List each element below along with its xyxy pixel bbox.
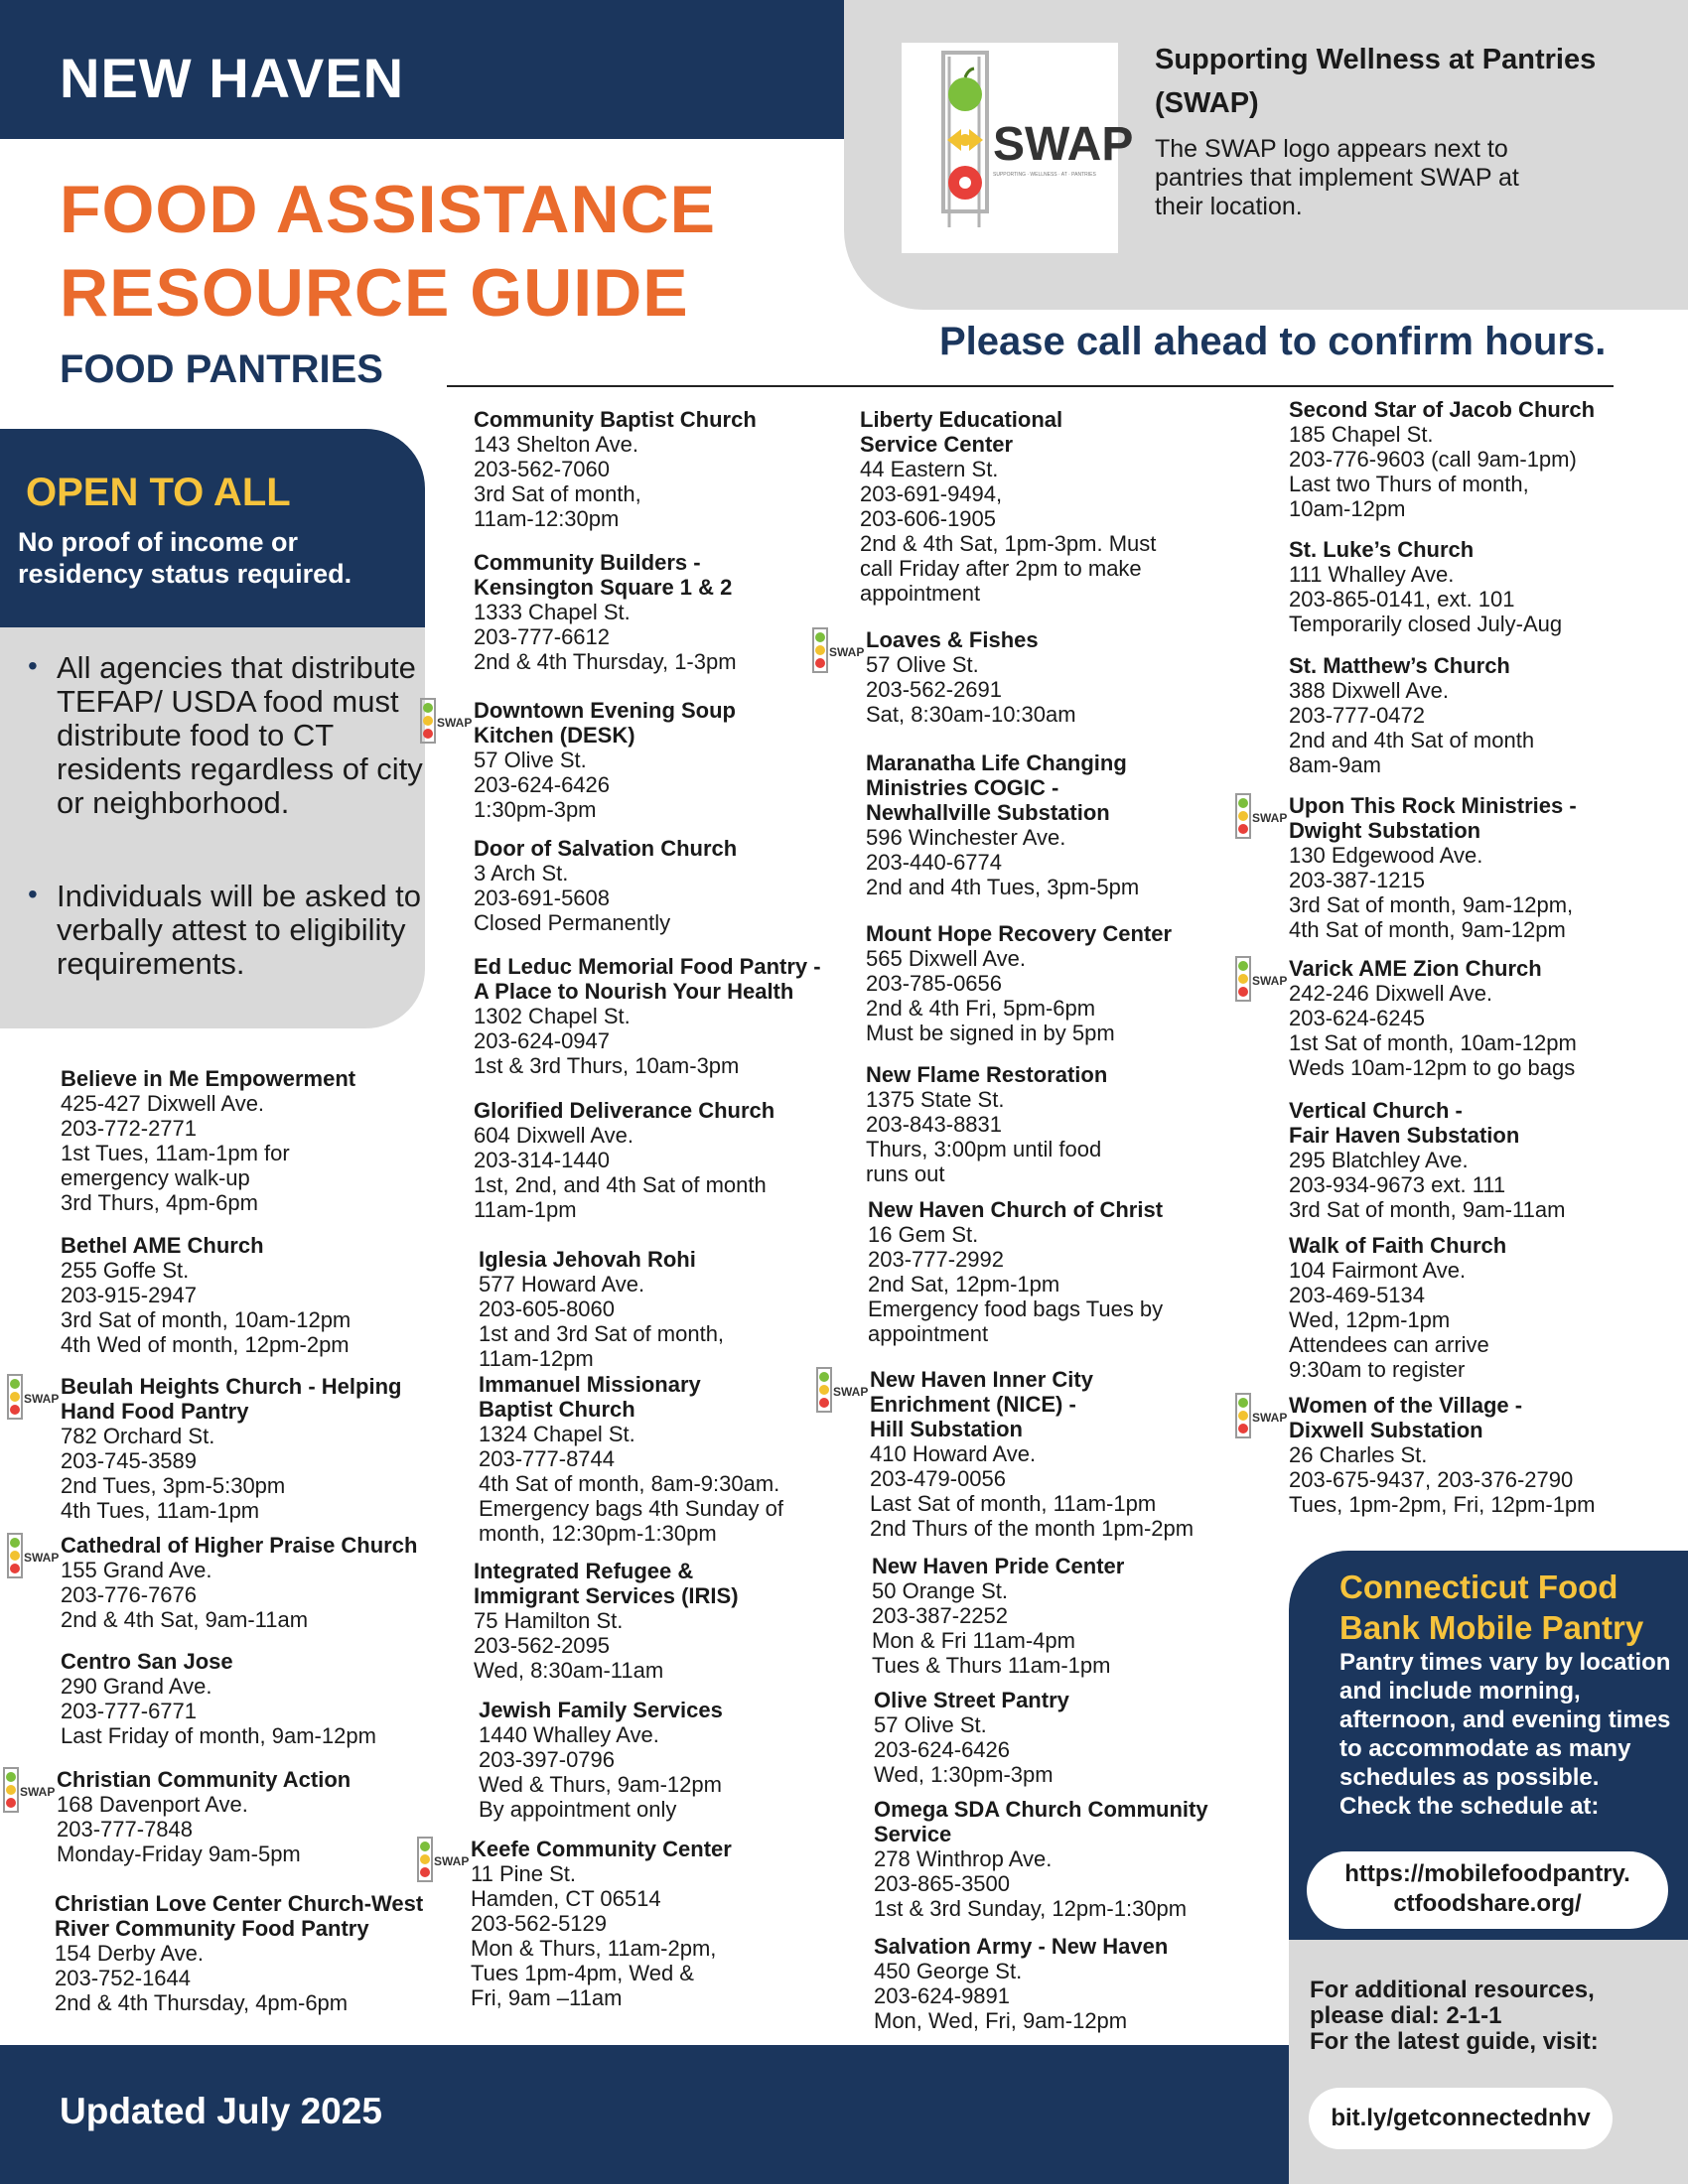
pantry-entry [61, 1066, 355, 1215]
pantry-detail: 26 Charles St. [1289, 1442, 1428, 1467]
pantry-entry [870, 1367, 1194, 1541]
pantry-detail: 450 George St. [874, 1959, 1023, 1983]
pantry-detail: 203-745-3589 [61, 1448, 198, 1473]
pantry-detail: Hamden, CT 06514 [471, 1886, 661, 1911]
pantry-detail: 11am-12:30pm [474, 506, 620, 531]
swap-icon [1234, 1393, 1288, 1442]
pantry-entry [1289, 793, 1577, 942]
swap-logo-text: SWAP [993, 118, 1134, 171]
swap-icon [6, 1374, 60, 1424]
swap-icon [6, 1533, 60, 1582]
pantry-detail: 3rd Sat of month, 10am-12pm [61, 1307, 352, 1332]
pantry-detail: 203-624-0947 [474, 1028, 611, 1053]
pantry-detail: 75 Hamilton St. [474, 1608, 624, 1633]
pantry-detail: 3rd Sat of month, 9am-12pm, [1289, 892, 1574, 917]
pantry-detail: 203-562-7060 [474, 457, 611, 481]
pantry-detail: 1:30pm-3pm [474, 797, 597, 822]
pantry-name: Beulah Heights Church - Helping Hand Food Pantry [61, 1374, 402, 1424]
pantry-detail: runs out [866, 1161, 945, 1186]
pantry-detail: 203-479-0056 [870, 1466, 1007, 1491]
pantry-detail: Weds 10am-12pm to go bags [1289, 1055, 1576, 1080]
pantry-detail: 2nd Thurs of the month 1pm-2pm [870, 1516, 1195, 1541]
open-to-all-description: No proof of income or residency status required. [18, 527, 352, 589]
pantry-detail: 203-776-7676 [61, 1582, 198, 1607]
page-title-line-2: RESOURCE GUIDE [60, 255, 689, 331]
pantry-name: St. Matthew’s Church [1289, 653, 1510, 678]
pantry-name: Omega SDA Church Community Service [874, 1797, 1208, 1846]
pantry-detail: Wed, 12pm-1pm [1289, 1307, 1451, 1332]
pantry-detail: Thurs, 3:00pm until food [866, 1137, 1102, 1161]
pantry-detail: 185 Chapel St. [1289, 422, 1434, 447]
pantry-name: Maranatha Life Changing Ministries COGIC - Newhallville Substation [866, 751, 1127, 825]
divider [447, 385, 1614, 387]
pantry-detail: 4th Wed of month, 12pm-2pm [61, 1332, 350, 1357]
pantry-detail: Monday-Friday 9am-5pm [57, 1842, 301, 1866]
pantry-entry [866, 627, 1076, 727]
pantry-detail: 203-777-8744 [479, 1446, 616, 1471]
pantry-detail: 782 Orchard St. [61, 1424, 215, 1448]
pantry-detail: 203-562-5129 [471, 1911, 608, 1936]
pantry-detail: Temporarily closed July-Aug [1289, 612, 1563, 636]
pantry-detail: 2nd Tues, 3pm-5:30pm [61, 1473, 286, 1498]
pantry-name: New Haven Inner City Enrichment (NICE) - Hill Substation [870, 1367, 1093, 1441]
pantry-detail: 203-562-2691 [866, 677, 1003, 702]
pantry-detail: 203-624-9891 [874, 1983, 1011, 2008]
pantry-detail: 2nd Sat, 12pm-1pm [868, 1272, 1060, 1297]
pantry-name: Mount Hope Recovery Center [866, 921, 1173, 946]
pantry-detail: 104 Fairmont Ave. [1289, 1258, 1467, 1283]
svg-text:SWAP: SWAP [24, 1551, 60, 1565]
pantry-entry [479, 1372, 783, 1546]
pantry-detail: Wed, 8:30am-11am [474, 1658, 664, 1683]
pantry-detail: Must be signed in by 5pm [866, 1021, 1115, 1045]
pantry-name: Upon This Rock Ministries - Dwight Substation [1289, 793, 1577, 843]
pantry-detail: appointment [860, 581, 981, 606]
pantry-detail: 4th Sat of month, 9am-12pm [1289, 917, 1566, 942]
pantry-detail: 203-624-6245 [1289, 1006, 1426, 1030]
pantry-detail: 155 Grand Ave. [61, 1558, 212, 1582]
pantry-detail: 203-314-1440 [474, 1148, 611, 1172]
pantry-detail: 203-605-8060 [479, 1297, 616, 1321]
pantry-detail: Last Friday of month, 9am-12pm [61, 1723, 376, 1748]
pantry-entry [1289, 956, 1577, 1080]
pantry-detail: 203-777-6612 [474, 624, 611, 649]
pantry-entry [874, 1934, 1168, 2033]
pantry-entry [61, 1233, 351, 1357]
pantry-detail: 577 Howard Ave. [479, 1272, 645, 1297]
pantry-name: Centro San Jose [61, 1649, 233, 1674]
swap-icon [1234, 793, 1288, 843]
pantry-detail: 3rd Sat of month, 9am-11am [1289, 1197, 1566, 1222]
pantry-entry [866, 921, 1172, 1045]
swap-logo [902, 43, 1134, 253]
pantry-name: Vertical Church - Fair Haven Substation [1289, 1098, 1520, 1148]
pantry-detail: 203-777-0472 [1289, 703, 1426, 728]
pantry-name: Christian Love Center Church-West River Community Food Pantry [55, 1891, 424, 1941]
pantry-name: Cathedral of Higher Praise Church [61, 1533, 418, 1558]
pantry-detail: Tues & Thurs 11am-1pm [872, 1653, 1111, 1678]
swap-logo-tagline: SUPPORTING · WELLNESS · AT · PANTRIES [993, 172, 1096, 178]
pantry-entry [866, 751, 1139, 899]
pantry-entry [479, 1247, 724, 1371]
pantry-name: Downtown Evening Soup Kitchen (DESK) [474, 698, 736, 748]
resources-text: For additional resources, please dial: 2-1-1 For the latest guide, visit: [1310, 1977, 1599, 2055]
pantry-entry [474, 954, 821, 1078]
pantry-name: Iglesia Jehovah Rohi [479, 1247, 696, 1272]
pantry-name: Door of Salvation Church [474, 836, 738, 861]
pantry-detail: 203-691-5608 [474, 886, 611, 910]
pantry-detail: 9:30am to register [1289, 1357, 1466, 1382]
pantry-name: Women of the Village - Dixwell Substation [1289, 1393, 1523, 1442]
swap-description: The SWAP logo appears next to pantries that implement SWAP at their location. [1155, 135, 1519, 220]
pantry-detail: 3rd Sat of month, [474, 481, 641, 506]
svg-text:SWAP: SWAP [437, 716, 473, 730]
pantry-detail: 410 Howard Ave. [870, 1441, 1037, 1466]
swap-title: Supporting Wellness at Pantries (SWAP) [1155, 44, 1597, 119]
pantry-detail: 111 Whalley Ave. [1289, 562, 1455, 587]
pantry-detail: 57 Olive St. [874, 1712, 987, 1737]
pantry-detail: 203-624-6426 [474, 772, 611, 797]
pantry-detail: 44 Eastern St. [860, 457, 999, 481]
pantry-entry [471, 1837, 732, 2010]
pantry-detail: Fri, 9am –11am [471, 1985, 623, 2010]
pantry-detail: 295 Blatchley Ave. [1289, 1148, 1469, 1172]
mobile-pantry-description: Pantry times vary by location and include morning, afternoon, and evening times to accommodate as many schedules as possible. Check the schedule at: [1339, 1649, 1671, 1820]
pantry-entry [479, 1698, 723, 1822]
pantry-detail: 1324 Chapel St. [479, 1422, 635, 1446]
pantry-detail: Mon, Wed, Fri, 9am-12pm [874, 2008, 1128, 2033]
pantry-detail: 203-469-5134 [1289, 1283, 1426, 1307]
pantry-detail: appointment [868, 1321, 989, 1346]
pantry-detail: 2nd & 4th Sat, 1pm-3pm. Must [860, 531, 1157, 556]
pantry-detail: 168 Davenport Ave. [57, 1792, 248, 1817]
pantry-detail: 290 Grand Ave. [61, 1674, 212, 1699]
pantry-name: Believe in Me Empowerment [61, 1066, 356, 1091]
mobile-pantry-link[interactable]: https://mobilefoodpantry. ctfoodshare.org/ [1307, 1851, 1668, 1929]
eligibility-bullet [28, 880, 434, 981]
pantry-detail: 11 Pine St. [471, 1861, 576, 1886]
pantry-detail: Mon & Fri 11am-4pm [872, 1628, 1075, 1653]
pantry-detail: Tues 1pm-4pm, Wed & [471, 1961, 694, 1985]
pantry-entry [474, 550, 737, 674]
pantry-name: Jewish Family Services [479, 1698, 723, 1722]
pantry-entry [474, 1559, 739, 1683]
pantry-name: New Flame Restoration [866, 1062, 1108, 1087]
pantry-detail: 203-777-6771 [61, 1699, 198, 1723]
pantry-name: Second Star of Jacob Church [1289, 397, 1596, 422]
swap-icon [811, 627, 865, 677]
pantry-detail: 203-397-0796 [479, 1747, 616, 1772]
pantry-entry [61, 1649, 376, 1748]
pantry-name: Immanuel Missionary Baptist Church [479, 1372, 701, 1422]
pantry-entry [1289, 653, 1534, 777]
swap-icon [1234, 956, 1288, 1006]
pantry-entry [874, 1797, 1208, 1921]
pantry-detail: 2nd & 4th Thursday, 4pm-6pm [55, 1990, 349, 2015]
swap-icon [815, 1367, 869, 1417]
pantry-detail: 203-440-6774 [866, 850, 1003, 875]
svg-text:SWAP: SWAP [434, 1854, 470, 1868]
pantry-detail: Closed Permanently [474, 910, 671, 935]
pantry-detail: 1st & 3rd Thurs, 10am-3pm [474, 1053, 740, 1078]
pantry-detail: 565 Dixwell Ave. [866, 946, 1027, 971]
pantry-detail: 57 Olive St. [474, 748, 587, 772]
pantry-detail: Tues, 1pm-2pm, Fri, 12pm-1pm [1289, 1492, 1596, 1517]
open-to-all-title: OPEN TO ALL [26, 471, 291, 514]
pantry-detail: 203-777-7848 [57, 1817, 194, 1842]
pantry-detail: emergency walk-up [61, 1165, 250, 1190]
pantry-detail: By appointment only [479, 1797, 677, 1822]
pantry-detail: Emergency food bags Tues by [868, 1297, 1164, 1321]
pantry-detail: 203-865-3500 [874, 1871, 1011, 1896]
pantry-entry [1289, 537, 1562, 636]
svg-text:SWAP: SWAP [1252, 1411, 1288, 1425]
pantry-detail: Wed & Thurs, 9am-12pm [479, 1772, 722, 1797]
pantry-name: Keefe Community Center [471, 1837, 732, 1861]
pantry-entry [61, 1533, 417, 1632]
bullet-icon: • [28, 650, 38, 681]
guide-link[interactable]: bit.ly/getconnectednhv [1309, 2088, 1613, 2149]
pantry-detail: Emergency bags 4th Sunday of [479, 1496, 783, 1521]
pantry-detail: 203-387-2252 [872, 1603, 1009, 1628]
pantry-entry [1289, 1098, 1565, 1222]
pantry-detail: 203-915-2947 [61, 1283, 198, 1307]
pantry-name: New Haven Church of Christ [868, 1197, 1164, 1222]
mobile-pantry-title: Connecticut Food Bank Mobile Pantry [1339, 1569, 1644, 1646]
pantry-detail: call Friday after 2pm to make [860, 556, 1142, 581]
svg-text:SWAP: SWAP [20, 1785, 56, 1799]
pantry-name: Liberty Educational Service Center [860, 407, 1063, 457]
pantry-entry [1289, 397, 1595, 521]
pantry-detail: 4th Tues, 11am-1pm [61, 1498, 260, 1523]
pantry-detail: 1st, 2nd, and 4th Sat of month [474, 1172, 767, 1197]
pantry-detail: 143 Shelton Ave. [474, 432, 638, 457]
pantry-entry [866, 1062, 1107, 1186]
pantry-detail: 203-562-2095 [474, 1633, 611, 1658]
pantry-detail: 203-776-9603 (call 9am-1pm) [1289, 447, 1577, 472]
eligibility-bullet [28, 651, 434, 820]
pantry-detail: 203-675-9437, 203-376-2790 [1289, 1467, 1574, 1492]
pantry-name: Bethel AME Church [61, 1233, 264, 1258]
swap-logo-graphic [902, 43, 1134, 253]
pantry-detail: 242-246 Dixwell Ave. [1289, 981, 1493, 1006]
pantry-detail: 255 Goffe St. [61, 1258, 190, 1283]
pantry-detail: 203-691-9494, [860, 481, 1003, 506]
pantry-entry [474, 1098, 774, 1222]
pantry-entry [55, 1891, 423, 2015]
pantry-detail: 278 Winthrop Ave. [874, 1846, 1053, 1871]
pantry-detail: 2nd and 4th Sat of month [1289, 728, 1535, 752]
pantry-detail: Last two Thurs of month, [1289, 472, 1529, 496]
pantry-detail: 1st and 3rd Sat of month, [479, 1321, 725, 1346]
pantry-detail: 2nd & 4th Fri, 5pm-6pm [866, 996, 1096, 1021]
pantry-detail: Mon & Thurs, 11am-2pm, [471, 1936, 717, 1961]
pantry-detail: 1440 Whalley Ave. [479, 1722, 659, 1747]
call-ahead-notice: Please call ahead to confirm hours. [939, 320, 1607, 363]
pantry-entry [872, 1554, 1124, 1678]
pantry-detail: 11am-12pm [479, 1346, 594, 1371]
pantry-detail: 203-777-2992 [868, 1247, 1005, 1272]
pantry-detail: 203-785-0656 [866, 971, 1003, 996]
pantry-detail: 425-427 Dixwell Ave. [61, 1091, 265, 1116]
pantry-detail: 203-772-2771 [61, 1116, 198, 1141]
pantry-detail: Wed, 1:30pm-3pm [874, 1762, 1054, 1787]
pantry-detail: 203-624-6426 [874, 1737, 1011, 1762]
svg-text:SWAP: SWAP [1252, 811, 1288, 825]
pantry-detail: 3 Arch St. [474, 861, 569, 886]
pantry-detail: 1st Sat of month, 10am-12pm [1289, 1030, 1577, 1055]
svg-text:SWAP: SWAP [1252, 974, 1288, 988]
pantry-detail: 154 Derby Ave. [55, 1941, 205, 1966]
pantry-detail: 130 Edgewood Ave. [1289, 843, 1483, 868]
pantry-detail: 1375 State St. [866, 1087, 1005, 1112]
pantry-detail: 11am-1pm [474, 1197, 577, 1222]
svg-text:SWAP: SWAP [24, 1392, 60, 1406]
pantry-detail: 203-387-1215 [1289, 868, 1426, 892]
pantry-detail: 596 Winchester Ave. [866, 825, 1066, 850]
pantry-name: Varick AME Zion Church [1289, 956, 1542, 981]
pantry-entry [61, 1374, 401, 1523]
pantry-detail: month, 12:30pm-1:30pm [479, 1521, 717, 1546]
pantry-name: Loaves & Fishes [866, 627, 1039, 652]
pantry-entry [868, 1197, 1163, 1346]
pantry-detail: 3rd Thurs, 4pm-6pm [61, 1190, 258, 1215]
pantry-name: Walk of Faith Church [1289, 1233, 1507, 1258]
bullet-text: Individuals will be asked to verbally attest to eligibility requirements. [57, 879, 422, 981]
pantry-detail: Sat, 8:30am-10:30am [866, 702, 1076, 727]
section-subtitle: FOOD PANTRIES [60, 347, 383, 391]
pantry-entry [474, 836, 737, 935]
pantry-detail: 8am-9am [1289, 752, 1381, 777]
pantry-detail: 50 Orange St. [872, 1578, 1008, 1603]
pantry-entry [474, 407, 757, 531]
bullet-text: All agencies that distribute TEFAP/ USDA food must distribute food to CT residents regardless of city or neighborhood. [57, 650, 423, 820]
pantry-detail: Attendees can arrive [1289, 1332, 1489, 1357]
swap-icon [416, 1837, 470, 1886]
pantry-detail: 4th Sat of month, 8am-9:30am. [479, 1471, 780, 1496]
swap-icon [2, 1767, 56, 1817]
swap-icon [419, 698, 473, 748]
page-title-line-1: FOOD ASSISTANCE [60, 172, 717, 247]
pantry-detail: 604 Dixwell Ave. [474, 1123, 634, 1148]
pantry-name: Christian Community Action [57, 1767, 352, 1792]
pantry-entry [474, 698, 736, 822]
pantry-name: Olive Street Pantry [874, 1688, 1069, 1712]
pantry-detail: 388 Dixwell Ave. [1289, 678, 1450, 703]
pantry-entry [874, 1688, 1069, 1787]
pantry-name: Glorified Deliverance Church [474, 1098, 775, 1123]
pantry-name: Community Builders - Kensington Square 1 & 2 [474, 550, 733, 600]
pantry-detail: 203-843-8831 [866, 1112, 1003, 1137]
pantry-detail: 10am-12pm [1289, 496, 1406, 521]
pantry-name: New Haven Pride Center [872, 1554, 1125, 1578]
pantry-name: St. Luke’s Church [1289, 537, 1475, 562]
pantry-detail: 16 Gem St. [868, 1222, 979, 1247]
pantry-detail: 1302 Chapel St. [474, 1004, 631, 1028]
pantry-entry [57, 1767, 351, 1866]
pantry-detail: 203-606-1905 [860, 506, 997, 531]
pantry-name: Community Baptist Church [474, 407, 757, 432]
pantry-detail: 2nd and 4th Tues, 3pm-5pm [866, 875, 1140, 899]
pantry-entry [1289, 1233, 1506, 1382]
city-heading: NEW HAVEN [60, 47, 405, 109]
updated-date: Updated July 2025 [60, 2091, 382, 2131]
pantry-name: Ed Leduc Memorial Food Pantry - A Place to Nourish Your Health [474, 954, 821, 1004]
pantry-entry [860, 407, 1156, 606]
svg-text:SWAP: SWAP [829, 645, 865, 659]
pantry-detail: 203-752-1644 [55, 1966, 192, 1990]
pantry-detail: 1st & 3rd Sunday, 12pm-1:30pm [874, 1896, 1188, 1921]
bullet-icon: • [28, 879, 38, 909]
pantry-name: Integrated Refugee & Immigrant Services (IRIS) [474, 1559, 739, 1608]
pantry-detail: 1st Tues, 11am-1pm for [61, 1141, 290, 1165]
pantry-detail: 203-934-9673 ext. 111 [1289, 1172, 1506, 1197]
pantry-detail: 1333 Chapel St. [474, 600, 631, 624]
pantry-detail: 2nd & 4th Thursday, 1-3pm [474, 649, 737, 674]
pantry-name: Salvation Army - New Haven [874, 1934, 1169, 1959]
pantry-entry [1289, 1393, 1596, 1517]
pantry-detail: 2nd & 4th Sat, 9am-11am [61, 1607, 309, 1632]
svg-text:SWAP: SWAP [833, 1385, 869, 1399]
pantry-detail: 57 Olive St. [866, 652, 979, 677]
pantry-detail: 203-865-0141, ext. 101 [1289, 587, 1515, 612]
pantry-detail: Last Sat of month, 11am-1pm [870, 1491, 1157, 1516]
